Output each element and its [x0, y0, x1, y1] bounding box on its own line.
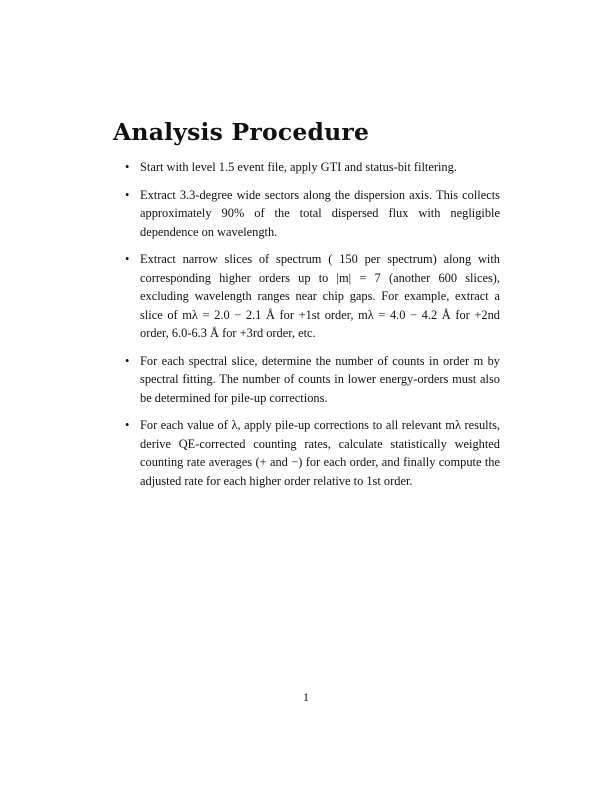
list-item-text: Start with level 1.5 event file, apply GTI and status-bit filtering.	[140, 160, 457, 174]
page-number: 1	[303, 690, 309, 704]
list-item	[125, 158, 500, 177]
bullet-icon: •	[125, 187, 130, 202]
list-item-text: Extract narrow slices of spectrum ( 150 per spectrum) along with corresponding higher orders up to |m| = 7 (another 600 slices), excluding wavelength ranges near chip gaps. For example, extract a slice of mλ = 2.0 − 2.1 Å for +1st order, mλ = 4.0 − 4.2 Å for +2nd order, 6.0-6.3 Å for +3rd order, etc.	[140, 252, 500, 340]
bullet-icon: •	[125, 353, 130, 368]
list-item	[125, 186, 500, 242]
list-item-text: For each spectral slice, determine the number of counts in order m by spectral fitting. The number of counts in lower energy-orders must also be determined for pile-up corrections.	[140, 353, 500, 405]
bullet-icon: •	[125, 252, 130, 266]
list-item	[125, 352, 500, 408]
section-heading: Analysis Procedure	[113, 118, 370, 146]
list-item-text: For each value of λ, apply pile-up corrections to all relevant mλ results, derive QE-corrected counting rates, calculate statistically weighted counting rate averages (+ and −) for each order, and finally compute the adjusted rate for each higher order relative to 1st order.	[140, 418, 500, 488]
list-item-text: Extract 3.3-degree wide sectors along the dispersion axis. This collects approximately 90% of the total dispersed flux with negligible dependence on wavelength.	[140, 187, 500, 239]
bullet-icon: •	[125, 418, 130, 432]
list-item	[125, 250, 500, 343]
list-item	[125, 416, 500, 490]
procedure-list	[125, 158, 500, 499]
bullet-icon: •	[125, 160, 130, 174]
